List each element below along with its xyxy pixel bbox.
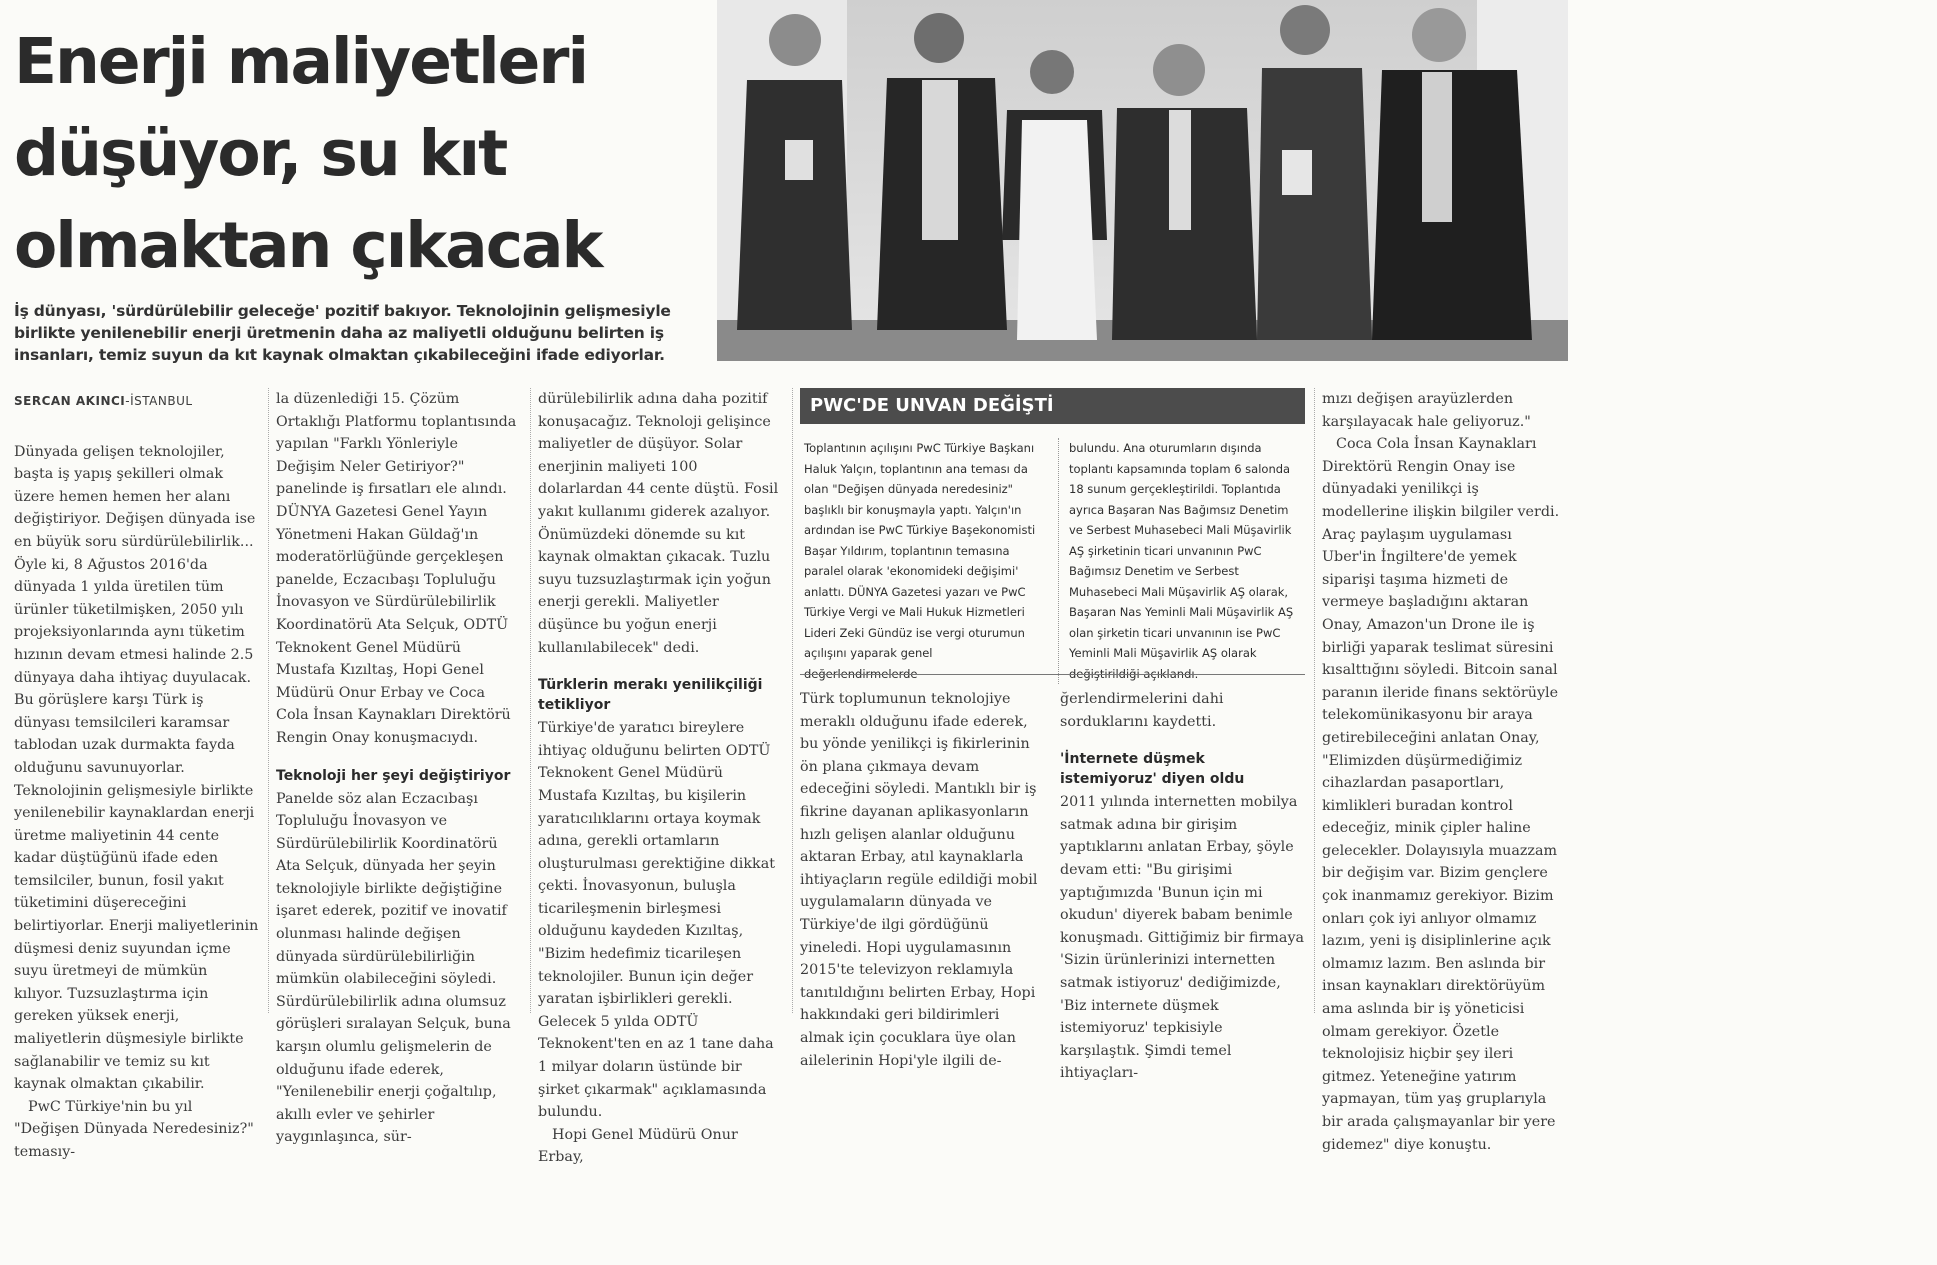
sidebar-box-left-text: Toplantının açılışını PwC Türkiye Başkanı Haluk Yalçın, toplantının ana teması da olan "Değişen dünyada neredesiniz" başlıklı bir konuşmayla yaptı. Yalçın'ın ardından ise PwC Türkiye Başekonomisti Başar Yıldırım, toplantının temasına paralel olarak 'ekonomideki değişimi' anlattı. DÜNYA Gazetesi yazarı ve PwC Türkiye Vergi ve Mali Hukuk Hizmetleri Lideri Zeki Gündüz ise vergi oturumun açılışını yaparak genel değerlendirmelerde [804,441,1036,681]
deck-line-3: insanları, temiz suyun da kıt kaynak olmaktan çıkabileceğini ifade ediyorlar. [14,346,665,364]
deck-line-1: İş dünyası, 'sürdürülebilir geleceğe' pozitif bakıyor. Teknolojinin gelişmesiyle [14,302,671,320]
column-divider [530,388,531,1013]
subheading-teknoloji: Teknoloji her şeyi değiştiriyor [276,767,511,784]
sidebar-box-rule [800,674,1305,675]
subheading-internete-dusmek: 'İnternete düşmek istemiyoruz' diyen oldu [1060,751,1245,788]
column-6-paragraph-2: Coca Cola İnsan Kaynakları Direktörü Rengin Onay ise dünyadaki yenilikçi iş modellerine ilişkin bilgiler verdi. Araç paylaşım uygulaması Uber'in İngiltere'de yemek siparişi taşıma hizmeti de vermeye başladığını aktaran Onay, Amazon'un Drone ile iş birliği yaparak teslimat süresini kısalttığını söyledi. Bitcoin sanal paranın ileride finans sektörüyle telekomünikasyonu bir araya getirebileceğini anlatan Onay, "Elimizden düşürmediğimiz cihazlardan pasaportları, kimlikleri buradan kontrol edeceğiz, minik çipler haline gelecekler. Dolayısıyla muazzam bir değişim var. Bizim gençlere çok inanmamız gerekiyor. Bizim onları çok iyi anlıyor olmamız lazım, yeni iş disiplinlerine açık olmamız lazım. Ben aslında bir insan kaynakları direktörüyüm ama aslında bir iş yöneticisi olmam gerekiyor. Özetle teknolojisiz hiçbir şey ileri gitmez. Yeteneğine yatırım yapmayan, tüm yaş gruplarıyla bir arada çalışmayanlar bir yere gidemez" diye konuştu. [1322,436,1560,1153]
column-5 [1060,688,1305,1085]
column-divider [1314,388,1315,1013]
column-2-paragraph-2: Panelde söz alan Eczacıbaşı Topluluğu İnovasyon ve Sürdürülebilirlik Koordinatörü Ata Selçuk, dünyada her şeyin teknolojiyle birlikte değiştiğine işaret ederek, pozitif ve inovatif olunması halinde değişen dünyada sürdürülebilirliğin mümkün olabileceğini söyledi. Sürdürülebilirlik adına olumsuz görüşleri sıralayan Selçuk, buna karşın olumlu gelişmelerin de olduğunu ifade ederek, "Yenilenebilir enerji çoğaltılıp, akıllı evler ve şehirler yaygınlaşınca, sür- [276,790,511,1146]
column-6-paragraph-1: mızı değişen arayüzlerden karşılayacak hale geliyoruz." [1322,391,1531,430]
byline [14,390,259,413]
sidebar-box-title: PWC'DE UNVAN DEĞİŞTİ [800,388,1305,424]
sidebar-box-right-text: bulundu. Ana oturumların dışında toplantı kapsamında toplam 6 salonda 18 sunum gerçekleştirildi. Toplantıda ayrıca Başaran Nas Bağımsız Denetim ve Serbest Muhasebeci Mali Müşavirlik AŞ şirketinin ticari unvanının PwC Bağımsız Denetim ve Serbest Muhasebeci Mali Müşavirlik AŞ olarak, Başaran Nas Yeminli Mali Müşavirlik AŞ olan şirketin ticari unvanının ise PwC Yeminli Mali Müşavirlik AŞ olarak değiştirildiği açıklandı. [1058,438,1298,684]
headline-line-2: düşüyor, su kıt [14,117,507,190]
column-3-paragraph-1: dürülebilirlik adına daha pozitif konuşacağız. Teknoloji gelişince maliyetler de düşüyor. Solar enerjinin maliyeti 100 dolarlardan 44 cente düştü. Fosil yakıt kullanımı giderek azalıyor. Önümüzdeki dönemde su kıt kaynak olmaktan çıkacak. Tuzlu suyu tuzsuzlaştırmak için yoğun enerji gerekli. Maliyetler düşünce bu yoğun enerji kullanılabilecek" dedi. [538,391,779,656]
column-5-paragraph-1: ğerlendirmelerini dahi sorduklarını kaydetti. [1060,691,1224,730]
byline-city: -İSTANBUL [125,394,193,408]
column-3-paragraph-3: Hopi Genel Müdürü Onur Erbay, [538,1126,738,1166]
column-4 [800,688,1045,1072]
column-1-paragraph-2: PwC Türkiye'nin bu yıl "Değişen Dünyada Neredesiniz?" temasıy- [14,1098,254,1160]
sidebar-box-body [800,438,1305,684]
column-3 [538,388,783,1169]
column-4-paragraph-1: Türk toplumunun teknolojiye meraklı olduğunu ifade ederek, bu yönde yenilikçi iş fikirlerinin ön plana çıkmaya devam edeceğini söyledi. Mantıklı bir iş fikrine dayanan aplikasyonların hızlı gelişen alanlar olduğunu aktaran Erbay, atıl kaynaklarla ihtiyaçların regüle edildiği mobil uygulamaların dünyada ve Türkiye'de ilgi gördüğünü yineledi. Hopi uygulamasının 2015'te televizyon reklamıyla tanıtıldığını belirten Erbay, Hopi hakkındaki geri bildirimleri almak için çocuklara üye olan ailelerinin Hopi'yle ilgili de- [800,691,1038,1069]
column-2-paragraph-1: la düzenlediği 15. Çözüm Ortaklığı Platformu toplantısında yapılan "Farklı Yönleriyle Değişim Neler Getiriyor?" panelinde iş fırsatları ele alındı. DÜNYA Gazetesi Genel Yayın Yönetmeni Hakan Güldağ'ın moderatörlüğünde gerçekleşen panelde, Eczacıbaşı Topluluğu İnovasyon ve Sürdürülebilirlik Koordinatörü Ata Selçuk, ODTÜ Teknokent Genel Müdürü Mustafa Kızıltaş, Hopi Genel Müdürü Onur Erbay ve Coca Cola İnsan Kaynakları Direktörü Rengin Onay konuşmacıydı. [276,391,517,746]
column-3-paragraph-2: Türkiye'de yaratıcı bireylere ihtiyaç olduğunu belirten ODTÜ Teknokent Genel Müdürü Mustafa Kızıltaş, bu kişilerin yaratıcılıklarını ortaya koymak adına, gerekli ortamların oluşturulması gerektiğine dikkat çekti. İnovasyonun, buluşla ticarileşmenin birleşmesi olduğunu kaydeden Kızıltaş, "Bizim hedefimiz ticarileşen teknolojiler. Bunun için değer yaratan işbirlikleri gerekli. Gelecek 5 yılda ODTÜ Teknokent'ten en az 1 tane daha 1 milyar doların üstünde bir şirket çıkarmak" açıklamasında bulundu. [538,720,775,1121]
column-1 [14,0,259,1164]
deck-line-2: birlikte yenilenebilir enerji üretmenin daha az maliyetli olduğunu belirten iş [14,324,664,342]
subheading-turklerin-meraki: Türklerin merakı yenilikçiliği tetikliyor [538,677,763,714]
column-1-paragraph-1: Dünyada gelişen teknolojiler, başta iş yapış şekilleri olmak üzere hemen hemen her alanı değiştiriyor. Değişen dünyada ise en büyük soru sürdürülebilirlik... Öyle ki, 8 Ağustos 2016'da dünyada 1 yılda üretilen tüm ürünler tüketilmişken, 2050 yılı projeksiyonlarında aynı tüketim hızının devam etmesi halinde 2.5 dünyaya daha ihtiyaç duyulacak. Bu görüşlere karşı Türk iş dünyası temsilcileri karamsar tablodan uzak durmakta fayda olduğunu savunuyorlar. Teknolojinin gelişmesiyle birlikte yenilenebilir kaynaklardan enerji üretme maliyetinin 44 cente kadar düştüğünü ifade eden temsilciler, bunun, fosil yakıt tüketimini düşereceğini belirtiyorlar. Enerji maliyetlerinin düşmesi deniz suyundan içme suyu üretmeyi de mümkün kılıyor. Tuzsuzlaştırma için gereken yüksek enerji, maliyetlerin düşmesiyle birlikte sağlanabilir ve temiz su kıt kaynak olmaktan çıkabilir. [14,443,259,1093]
column-5-paragraph-2: 2011 yılında internetten mobilya satmak adına bir girişim yaptıklarını anlatan Erbay, şöyle devam etti: "Bu girişimi yaptığımızda 'Bunun için mi okudun' diyerek babam benimle konuşmadı. Gittiğimiz bir firmaya 'Sizin ürünlerinizi internetten satmak istiyoruz' dediğimizde, 'Biz internete düşmek istemiyoruz' tepkisiyle karşılaştık. Şimdi temel ihtiyaçları- [1060,794,1305,1082]
column-divider [792,388,793,1013]
sidebar-box [800,388,1305,681]
panel-photo [717,0,1568,361]
headline-line-3: olmaktan çıkacak [14,209,602,282]
column-divider [268,388,269,1013]
byline-author: SERCAN AKINCI [14,394,126,408]
column-6 [1322,388,1562,1156]
column-2 [276,388,521,1149]
headline-line-1: Enerji maliyetleri [14,25,588,98]
